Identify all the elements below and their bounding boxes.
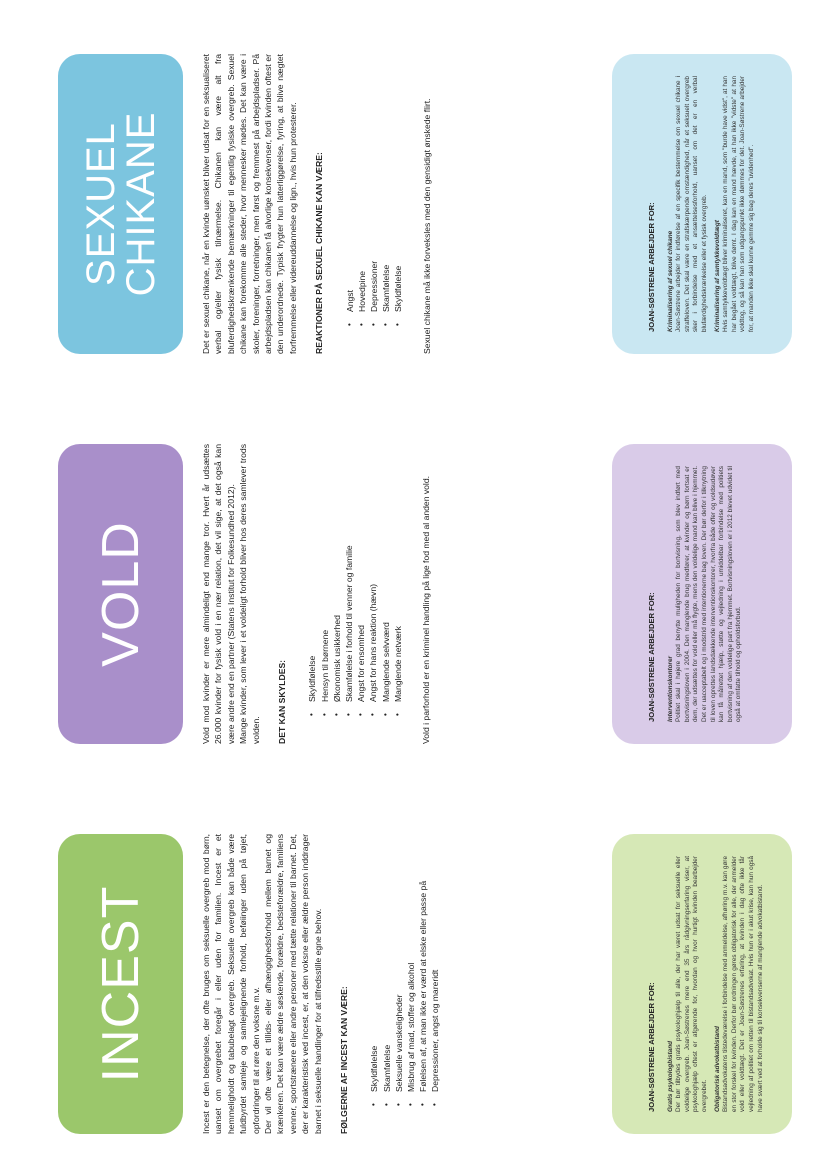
list-item: • Angst — [344, 54, 356, 326]
list-item: • Skamfølelse — [381, 834, 393, 1106]
list-item: • Manglende selvværd — [380, 444, 392, 716]
incest-box-subheading-1: Gratis psykologbistand — [666, 1040, 674, 1112]
list-item: • Hensyn til børnene — [319, 444, 331, 716]
list-item: • Skyldfølelse — [392, 54, 404, 326]
sexuel-info-box — [612, 54, 792, 354]
sexuel-paragraph-1: Det er sexuel chikane, når en kvinde uønsket bliver udsat for en seksualiseret verbal og/eller fysisk tilnærmelse. Chikanen kan være alt fra bluferdighedskrænkende bemærkninger til egentlig fysiske overgreb. Sexuel chikane kan forekomme alle steder, hvor mennesker mødes. Det kan være i skoler, foreninger, forretninger, men først og fremmest på arbejdspladser. På arbejdspladsen kan chikanen få alvorlige konsekvenser, fordi kvinden oftest er den underordnede. Typisk frygter hun latterliggørelse, fyring, at blive nægtet forfremmelse eller videreuddannelse og lign., hvis hun protesterer. — [201, 54, 298, 354]
vold-panel — [0, 389, 828, 779]
incest-paragraph-2: Der vil ofte være et tillids- eller afhængighedsforhold mellem barnet og krænkeren. Det kan være ældre søskende, forældre, bedsteforældre, familiens venner, sportstrænere eller andre personer med tætte relationer til barnet. Det, der er karakteristisk ved incest, er, at den voksne eller ældre person inddrager barnet i seksuelle handlinger for at tilfredsstille egne behov. — [263, 834, 323, 1134]
incest-info-box — [612, 834, 792, 1134]
vold-box-heading: JOAN-SØSTRENE ARBEJDER FOR: — [647, 592, 656, 722]
sexuel-title-box — [58, 54, 183, 354]
list-item: • Angst for hans reaktion (hævn) — [367, 444, 379, 716]
vold-box-text-1: Politiet skal i højere grad benytte muligheden for bortvisning, som blev indført med bortvisningsloven i 2004. Den manglende brug medfører, at kvinder og børn fortsat er dem, der udsættes for vold eller må flygte, mens den voldelige mand kan blive i hjemmet. Det er uacceptabelt og i modstrid med intentionerne bag loven. Der bør derfor i tilknytning til loven oprettes landsdækkende interventionskontorer, hvorfra både offer og voldsudøver kan få målrettet hjælp, støtte og vejledning i umiddelbar forbindelse med politiets bortvisning af den voldelige part fra hjemmet. Bortvisningsloven er i 2012 blevet udvidet til også at omfatte tilhold og opholdsforbud. — [675, 466, 743, 722]
sexuel-box-text-2: Hvis samtykkevoldtægt bliver kriminaliseret, kan en mand, som "burde have vidst", at han har begået voldtægt, blive dømt. I dag kan en mand hævde, at han ikke "vidste" at han voldtog, og så kan han som udgangspunkt ikke dømmes for det. Joan-Søstrene arbejder for, at manden ikke skal kunne gemme sig bag deres "uvidenhed". — [722, 76, 755, 332]
vold-title: VOLD — [91, 521, 150, 667]
incest-box-text-1: Der bør tilbydes gratis psykologhjælp til alle, der har været udsat for seksuelle eller voldelige overgreb. Joan-Søstrenes mere end 35 års rådgivningserfaring viser, at psykologhjælp oftest er afgørende for, hvordan og hvor hurtigt kvinden bearbejder overgrebet. — [675, 856, 708, 1112]
incest-consequences-list — [368, 834, 441, 1134]
list-item: • Hovedpine — [356, 54, 368, 326]
sexuel-title-line-2: CHIKANE — [118, 111, 163, 297]
sexuel-box-heading: JOAN-SØSTRENE ARBEJDER FOR: — [647, 202, 656, 332]
list-item: • Misbrug af mad, stoffer og alkohol — [405, 834, 417, 1106]
vold-paragraph-1: Vold mod kvinder er mere almindeligt end mange tror. Hvert år udsættes 26.000 kvinder for fysisk vold i en nær relation, det vil sige, at det også kan være andre end en partner (Statens Institut for Folkesundhed 2012). — [201, 444, 236, 744]
vold-footer: Vold i parforhold er en kriminel handling på lige fod med al anden vold. — [421, 475, 432, 744]
incest-title: INCEST — [91, 885, 150, 1083]
incest-panel — [0, 779, 828, 1169]
incest-box-subheading-2: Obligatorisk advokatbistand — [713, 1026, 721, 1112]
list-item: • Angst for ensomhed — [355, 444, 367, 716]
list-item: • Depressioner — [368, 54, 380, 326]
incest-paragraph-1: Incest er den betegnelse, der ofte bruges om seksuelle overgreb mod børn, uanset om overgrebet foregår i eller uden for familien. Incest er et hemmeligholdt og tabubelagt overgreb. Seksuelle overgreb kan både være fuldbyrdet samleje og samlejelignende forhold, beføiinger uden på tøjet, opfordringer til at røre den voksne m.v. — [201, 834, 261, 1134]
list-item: • Skyldfølelse — [368, 834, 380, 1106]
vold-title-box — [58, 444, 183, 744]
vold-box-subheading-1: Interventionskontorer — [666, 655, 674, 722]
vold-paragraph-2: Mange kvinder, som lever i et voldeligt forhold bliver hos deres samlever trods volden. — [238, 444, 261, 744]
list-item: • Skyldfølelse — [306, 444, 318, 716]
sexuel-box-subheading-1: Kriminalisering af sexuel chikane — [666, 230, 674, 332]
list-item: • Seksuelle vanskeligheder — [393, 834, 405, 1106]
sexuel-body — [200, 54, 433, 354]
incest-box-text-2: Bistandsadvokatens tilstedeværelse i forbindelse med anmeldelse, afhøring m.v. kan gøre en stor forskel for kvinden. Derfor bør ordningen gøres obligatorisk for alle, der anmelder vold eller voldtægt. Det er Joan-Søstrenes erfaring, at kvinden i dag ofte ikke får vejledning af politiet om retten til bistandsadvokat. Hvis hun er i akut krise, kan hun også have svært ved at forholde sig til konsekvenserne af manglende advokatbistand. — [722, 856, 764, 1112]
list-item: • Skamfølelse — [380, 54, 392, 326]
vold-body — [200, 444, 432, 744]
incest-title-box — [58, 834, 183, 1134]
sexuel-reactions-heading: REAKTIONER PÅ SEXUEL CHIKANE KAN VÆRE: — [314, 152, 325, 354]
vold-reasons-list — [306, 444, 404, 744]
incest-consequences-heading: FØLGERNE AF INCEST KAN VÆRE: — [339, 986, 350, 1134]
sexuel-title-line-1: SEXUEL — [78, 122, 123, 286]
list-item: • Manglende netværk — [392, 444, 404, 716]
incest-body — [200, 834, 458, 1134]
sexuel-reactions-list — [344, 54, 405, 354]
list-item: • Depressioner, angst og mareridt — [429, 834, 441, 1106]
incest-box-heading: JOAN-SØSTRENE ARBEJDER FOR: — [647, 982, 656, 1112]
list-item: • Skamfølelse i forhold til venner og familie — [343, 444, 355, 716]
sexuel-box-subheading-2: Kriminalisering af samtykkevoldtægt — [713, 220, 721, 332]
list-item: • Følelsen af, at man ikke er værd at elske eller passe på — [417, 834, 429, 1106]
sexuel-box-text-1: Joan-Søstrene arbejder for indførelse af en specifik bestemmelse om sexuel chikane i straffeloven. Det skal være en strafskærpende omstændighed, når et seksuelt overgreb sker i forbindelse med et ansættelsesforhold, uanset om det er en verbal blufærdighedskrænkelse eller et fysisk overgreb. — [675, 76, 708, 332]
sexuel-footer: Sexuel chikane må ikke forveksles med den gensidigt ønskede flirt. — [421, 98, 432, 354]
vold-info-box — [612, 444, 792, 744]
list-item: • Økonomisk usikkerhed — [331, 444, 343, 716]
sexuel-chikane-panel — [0, 0, 828, 389]
vold-reasons-heading: DET KAN SKYLDES: — [277, 659, 288, 744]
